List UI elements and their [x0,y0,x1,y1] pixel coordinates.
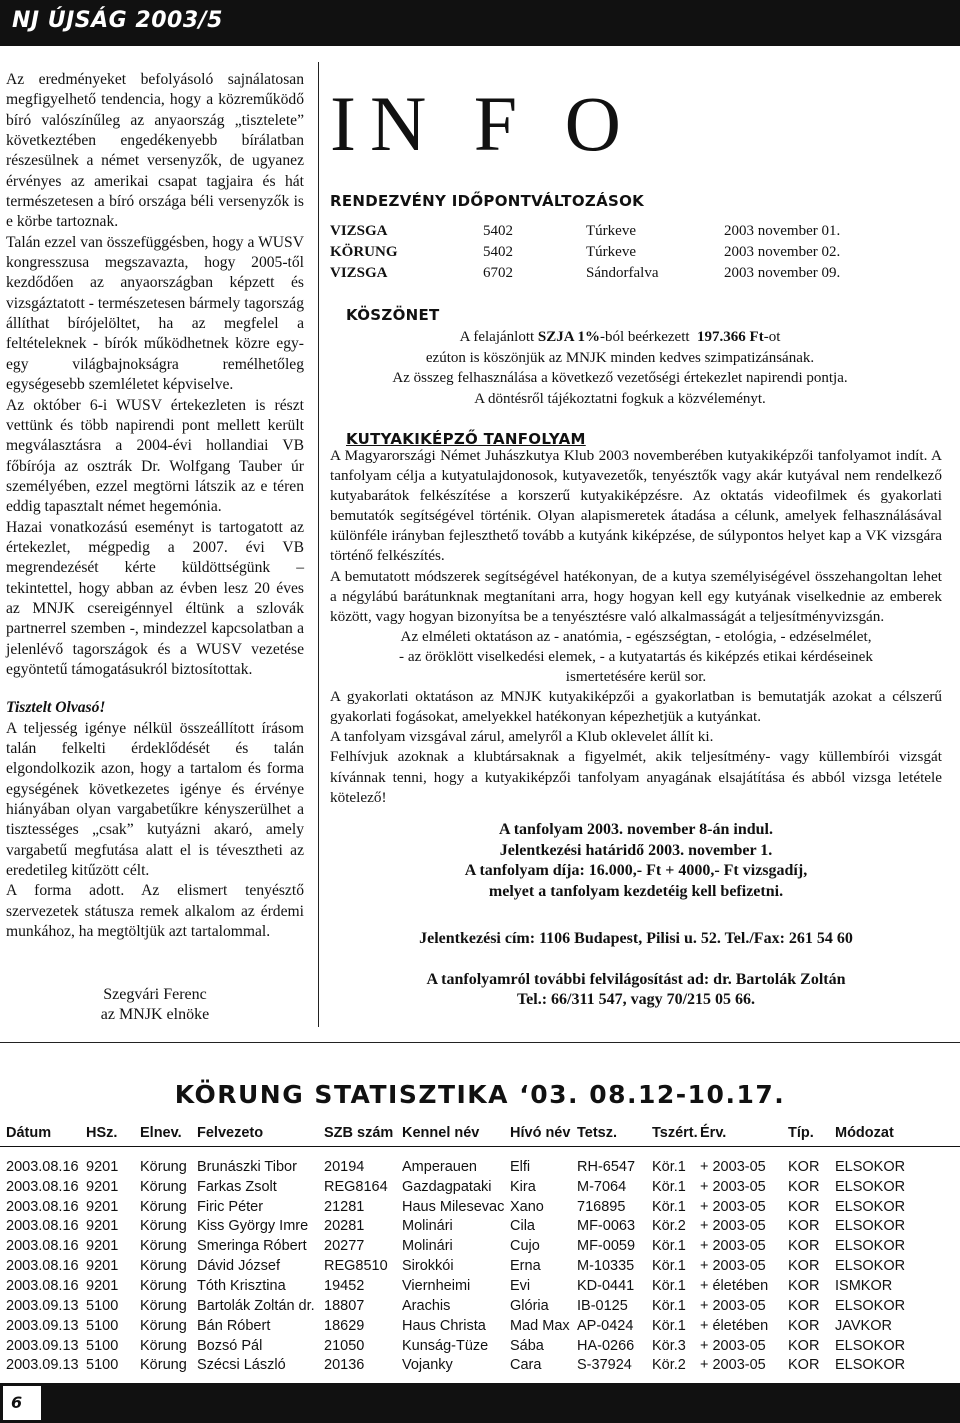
table-cell: + 2003-05 [700,1357,766,1374]
col-header: Tszért. [652,1125,698,1141]
table-row [0,1355,960,1375]
table-cell: KOR [788,1337,820,1354]
table-cell: KD-0441 [577,1277,635,1294]
table-cell: Haus Christa [402,1317,486,1334]
paragraph: ismertetésére kerül sor. [565,668,707,686]
table-cell: Cara [510,1357,542,1374]
contact-info [330,970,942,1010]
table-cell: 5100 [86,1297,119,1314]
event-place: Sándorfalva [586,265,659,281]
table-cell: 5100 [86,1337,119,1354]
col-header: Kennel név [402,1125,480,1141]
course-fee: A tanfolyam díja: 16.000,- Ft + 4000,- Ft vizsgadíj, [464,862,808,879]
table-cell: Arachis [402,1297,451,1314]
table-cell: KOR [788,1218,820,1235]
paragraph: A tanfolyam vizsgával zárul, amelyről a Klub oklevelet állít ki. [330,728,714,746]
table-cell: Evi [510,1277,531,1294]
table-cell: Körung [140,1297,187,1314]
table-cell: JAVKOR [835,1317,892,1334]
thanks-line: ezúton is köszönjük az MNJK minden kedves szimpatizánsának. [425,349,815,366]
thanks-heading: KÖSZÖNET [346,306,440,324]
table-cell: ELSOKOR [835,1337,906,1354]
table-cell: 9201 [86,1238,119,1255]
paragraph: Hazai vonatkozású eseményt is tartogatott az értekezlet, mégpedig a 2007. évi VB megrendezését kérte küldöttségünk – tekintettel, hogy abban az évben lesz 20 éves az MNJK csereigénnyel éltünk a szlovák partnerrel szemben -, mindezzel kapcsolatban a jelenlévő tagországok és a WUSV vezetése egyöntetű támogatásukról biztosítottak. [6,518,304,678]
table-cell: ELSOKOR [835,1238,906,1255]
table-cell: + 2003-05 [700,1258,766,1275]
table-cell: KOR [788,1357,820,1374]
col-header: Érv. [700,1125,727,1141]
col-header: Elnev. [140,1125,182,1141]
table-cell: MF-0063 [577,1218,636,1235]
table-cell: Kör.2 [652,1357,686,1374]
table-cell: 9201 [86,1198,119,1215]
table-cell: Kunság-Tüze [402,1337,489,1354]
table-cell: Erna [510,1258,541,1275]
table-cell: M-10335 [577,1258,635,1275]
col-header: Felvezeto [197,1125,264,1141]
course-deadline: Jelentkezési határidő 2003. november 1. [499,841,773,859]
table-cell: 2003.09.13 [6,1357,79,1374]
event-place: Túrkeve [586,244,636,260]
column-divider [318,62,319,1027]
table-cell: Xano [510,1198,544,1215]
table-cell: 716895 [577,1198,626,1215]
col-header: Dátum [6,1125,52,1141]
table-cell: Kör.3 [652,1337,686,1354]
table-cell: 2003.09.13 [6,1297,79,1314]
footer-bar [0,1383,960,1423]
table-cell: Kör.1 [652,1158,686,1175]
table-cell: Viernheimi [402,1277,471,1294]
table-cell: Haus Milesevac [402,1198,505,1215]
table-cell: ELSOKOR [835,1258,906,1275]
table-row [0,1217,960,1237]
paragraph: Az október 6-i WUSV értekezleten is részt vettünk és több napirendi pont mellett került megválasztásra a 2004-évi hollandiai VB főbírója az osztrák Dr. Wolfgang Tauber úr személyében, ezzel megtörni látszik az e téren eddig tapasztalt német hegemónia. [6,396,304,516]
table-cell: 21050 [324,1337,365,1354]
table-cell: Vojanky [402,1357,453,1374]
table-cell: REG8164 [324,1178,388,1195]
table-cell: KOR [788,1297,820,1314]
table-cell: Körung [140,1317,187,1334]
table-cell: 19452 [324,1277,365,1294]
col-header: HSz. [86,1125,118,1141]
table-row [0,1236,960,1256]
table-cell: + 2003-05 [700,1238,766,1255]
table-cell: Kör.1 [652,1178,686,1195]
course-fee-note: melyet a tanfolyam kezdetéig kell befizetni. [488,882,784,900]
table-cell: Kör.1 [652,1258,686,1275]
table-cell: 2003.09.13 [6,1317,79,1334]
table-cell: KOR [788,1158,820,1175]
table-cell: Firic Péter [197,1198,264,1215]
table-cell: KOR [788,1238,820,1255]
table-cell: 9201 [86,1178,119,1195]
table-cell: M-7064 [577,1178,627,1195]
header-title: NJ ÚJSÁG 2003/5 [12,8,223,33]
table-cell: 2003.08.16 [6,1178,79,1195]
table-cell: ELSOKOR [835,1297,906,1314]
stats-header-row [0,1120,960,1147]
table-row [0,1177,960,1197]
signature-role: az MNJK elnöke [100,1006,210,1023]
table-cell: Kör.1 [652,1317,686,1334]
table-cell: Smeringa Róbert [197,1238,307,1255]
table-cell: Cila [510,1218,535,1235]
table-cell: 20194 [324,1158,365,1175]
table-row [0,1296,960,1316]
contact-address: Jelentkezési cím: 1106 Budapest, Pilisi u. 52. Tel./Fax: 261 54 60 [419,930,853,947]
table-cell: Körung [140,1178,187,1195]
table-cell: + 2003-05 [700,1198,766,1215]
table-cell: Brunászki Tibor [197,1158,297,1175]
table-cell: Bozsó Pál [197,1337,263,1354]
table-cell: KOR [788,1198,820,1215]
table-cell: Körung [140,1238,187,1255]
szja-label: SZJA 1% [537,329,601,345]
course-key-info [330,820,942,902]
thanks-text: -ból beérkezett [600,329,690,345]
table-cell: Gazdagpataki [402,1178,492,1195]
table-cell: ELSOKOR [835,1198,906,1215]
table-cell: + életében [700,1277,769,1294]
paragraph: Az elméleti oktatáson az - anatómia, - egészségtan, - etológia, - edzéselmélet, [400,627,872,645]
table-cell: Bán Róbert [197,1317,271,1334]
table-cell: 21281 [324,1198,365,1215]
table-cell: Sába [510,1337,544,1354]
table-cell: 9201 [86,1258,119,1275]
thanks-amount: 197.366 Ft [697,329,764,345]
event-code: 5402 [483,244,513,260]
table-cell: Kör.1 [652,1238,686,1255]
table-cell: Kiss György Imre [197,1218,309,1235]
paragraph: - az öröklött viselkedési elemek, - a kutyatartás és kiképzés etikai kérdéseinek [398,647,873,665]
table-cell: Kör.2 [652,1218,686,1235]
event-date: 2003 november 01. [724,223,841,239]
table-cell: MF-0059 [577,1238,636,1255]
table-cell: Körung [140,1258,187,1275]
event-code: 6702 [483,265,513,281]
table-cell: S-37924 [577,1357,632,1374]
table-cell: Kör.1 [652,1198,686,1215]
stats-title: KÖRUNG STATISZTIKA ‘03. 08.12-10.17. [174,1080,786,1109]
paragraph: Az eredményeket befolyásoló sajnálatosan megfigyelhető tendencia, hogy a közreműködő bíró valószínűleg az anyaország „tiszteleteˮ következtében engedékenyebb bírálatban részesülnek a német versenyzők, de ugyanez érvényes az amerikai csapat tagjaira és hát természetesen a bíró országa béli versenyzők is e körbe tartoznak. [6,71,304,231]
table-cell: Amperauen [402,1158,477,1175]
table-cell: Körung [140,1158,187,1175]
table-cell: 5100 [86,1317,119,1334]
salutation: Tisztelt Olvasó! [6,699,106,717]
table-cell: Tóth Krisztina [197,1277,286,1294]
table-cell: Körung [140,1198,187,1215]
table-cell: 18629 [324,1317,365,1334]
thanks-block [330,327,910,409]
page-number: 6 [3,1386,41,1420]
table-cell: Sirokkói [402,1258,454,1275]
table-row [0,1256,960,1276]
table-row [0,1316,960,1336]
course-body [330,446,942,808]
table-cell: ELSOKOR [835,1218,906,1235]
course-start: A tanfolyam 2003. november 8-án indul. [499,821,773,838]
table-cell: 20277 [324,1238,365,1255]
col-header: Hívó név [510,1125,571,1141]
table-cell: 2003.08.16 [6,1198,79,1215]
table-cell: Molinári [402,1238,453,1255]
table-cell: REG8510 [324,1258,388,1275]
signature [0,985,310,1025]
col-header: Típ. [788,1125,814,1141]
table-cell: Körung [140,1337,187,1354]
col-header: Tetsz. [577,1125,618,1141]
table-cell: 2003.08.16 [6,1218,79,1235]
left-column [6,70,304,942]
table-cell: ELSOKOR [835,1158,906,1175]
table-cell: 2003.08.16 [6,1277,79,1294]
table-row [0,1276,960,1296]
table-cell: 20281 [324,1218,365,1235]
section-divider [0,1042,960,1043]
table-row [0,1147,960,1177]
table-cell: Elfi [510,1158,531,1175]
event-type: VIZSGA [330,223,388,239]
signature-name: Szegvári Ferenc [103,986,207,1003]
table-cell: KOR [788,1277,820,1294]
table-cell: Molinári [402,1218,453,1235]
table-cell: KOR [788,1258,820,1275]
stats-table [0,1120,960,1375]
table-cell: Farkas Zsolt [197,1178,277,1195]
table-cell: 20136 [324,1357,365,1374]
table-cell: ELSOKOR [835,1357,906,1374]
table-cell: ELSOKOR [835,1178,906,1195]
table-row [0,1336,960,1356]
thanks-line: Az összeg felhasználása a következő vezetőségi értekezlet napirendi pontja. [392,370,848,386]
paragraph: A Magyarországi Német Juhászkutya Klub 2003 novemberében kutyakiképzői tanfolyamot indít. A tanfolyam célja a kutyatulajdonosok, kutyavezetők, tenyésztők vagy akár kutyával nem rendelkező kutyabarátok felkészítése a korszerű kutyakiképzésre. Az oktatás videofilmek és gyakorlati bemutatók segítségével történik. Olyan alapismeretek átadása a célunk, amelyek felhasználásával különféle irányban fejleszthető tovább a kutyánk kiképzése, de súlypontos helyet kap a VK vizsgára történő felkészítés. [330,447,942,565]
table-cell: HA-0266 [577,1337,635,1354]
table-cell: 9201 [86,1158,119,1175]
paragraph: A forma adott. Az elismert tenyésztő szervezetek státusza remek alkalom az érdemi munkához, ha megtöltjük azt tartalommal. [6,882,304,941]
table-cell: IB-0125 [577,1297,628,1314]
table-cell: Körung [140,1218,187,1235]
event-type: KÖRUNG [330,244,398,260]
table-cell: 9201 [86,1218,119,1235]
thanks-text: A felajánlott [459,329,535,345]
table-cell: Körung [140,1357,187,1374]
col-header: Módozat [835,1125,894,1141]
table-cell: Glória [510,1297,549,1314]
table-cell: + életében [700,1317,769,1334]
col-header: SZB szám [324,1125,394,1141]
table-cell: KOR [788,1317,820,1334]
contact-person: A tanfolyamról további felvilágosítást ad: dr. Bartolák Zoltán [426,971,846,988]
paragraph: Felhívjuk azoknak a klubtársaknak a figyelmét, akik teljesítmény- vagy küllembírói vizsgát kívánnak tenni, hogy a kutyakiképzői tanfolyam anyagának elsajátítása és abból vizsga letétele kötelező! [330,748,942,806]
table-cell: 9201 [86,1277,119,1294]
table-cell: Kör.1 [652,1277,686,1294]
table-cell: Cujo [510,1238,540,1255]
table-cell: Szécsi László [197,1357,286,1374]
table-cell: Bartolák Zoltán dr. [197,1297,315,1314]
event-type: VIZSGA [330,265,388,281]
table-cell: ISMKOR [835,1277,893,1294]
events-heading: RENDEZVÉNY IDŐPONTVÁLTOZÁSOK [330,192,645,210]
table-cell: 2003.09.13 [6,1337,79,1354]
table-cell: Kör.1 [652,1297,686,1314]
table-cell: 2003.08.16 [6,1238,79,1255]
table-cell: Körung [140,1277,187,1294]
thanks-line: A döntésről tájékoztatni fogkuk a közvéleményt. [474,390,766,407]
table-cell: Mad Max [510,1317,570,1334]
paragraph: Talán ezzel van összefüggésben, hogy a WUSV kongresszusa megszavazta, hogy 2005-től kezdődően az anyaországban képzett és vizsgáztatott - természetesen bármely tagország állíthat bírójelöltet, ha az megfelel a feltételeknek - bírók működhetnek közre egy-egy világbajnokságra remélhetőleg egységesebb szemléletet képviselve. [6,233,304,394]
table-cell: + 2003-05 [700,1297,766,1314]
table-cell: 5100 [86,1357,119,1374]
table-cell: RH-6547 [577,1158,636,1175]
event-place: Túrkeve [586,223,636,239]
table-cell: 2003.08.16 [6,1158,79,1175]
table-cell: Kira [510,1178,536,1195]
event-date: 2003 november 02. [724,244,841,260]
table-cell: 18807 [324,1297,365,1314]
table-cell: Dávid József [197,1258,281,1275]
table-cell: + 2003-05 [700,1218,766,1235]
table-cell: + 2003-05 [700,1158,766,1175]
table-cell: + 2003-05 [700,1178,766,1195]
thanks-line [330,327,910,348]
contact-phone: Tel.: 66/311 547, vagy 70/215 05 66. [516,991,756,1008]
info-title: IN F O [330,80,636,167]
paragraph: A teljesség igénye nélkül összeállított írásom talán felkelti érdeklődését és talán elgondolkozik azon, hogy a tartalom és forma egységének következetes igénye és érvénye hiányában olyan vargabetűkre kényszerülhet a tisztességes „csakˮ kutyázni akaró, amely vargabetű megfutása alatt el is tévesztheti az eredetileg kitűzött célt. [6,719,304,880]
thanks-text: -ot [763,329,781,345]
course-heading: KUTYAKIKÉPZŐ TANFOLYAM [346,430,586,448]
table-row [0,1197,960,1217]
table-cell: KOR [788,1178,820,1195]
event-date: 2003 november 09. [724,265,841,281]
paragraph: A gyakorlati oktatáson az MNJK kutyakiképzői a gyakorlatban is bemutatják azokat a célszerű gyakorlati fogásokat, amelyekkel hatékonyan képezhetjük a kutyánkat. [330,688,942,726]
paragraph: A bemutatott módszerek segítségével hatékonyan, de a kutya személyiségével összehangoltan lehet a négylábú barátunknak megtanítani arra, hogy hogyan kell egy kutyának viselkednie az emberek között, vagy hogyan bizonyítsa be a tenyésztésre való alkalmasságát a teljesítményvizsgán. [330,567,942,625]
table-cell: + 2003-05 [700,1337,766,1354]
table-cell: 2003.08.16 [6,1258,79,1275]
table-cell: AP-0424 [577,1317,634,1334]
event-code: 5402 [483,223,513,239]
stats-rows [0,1147,960,1376]
